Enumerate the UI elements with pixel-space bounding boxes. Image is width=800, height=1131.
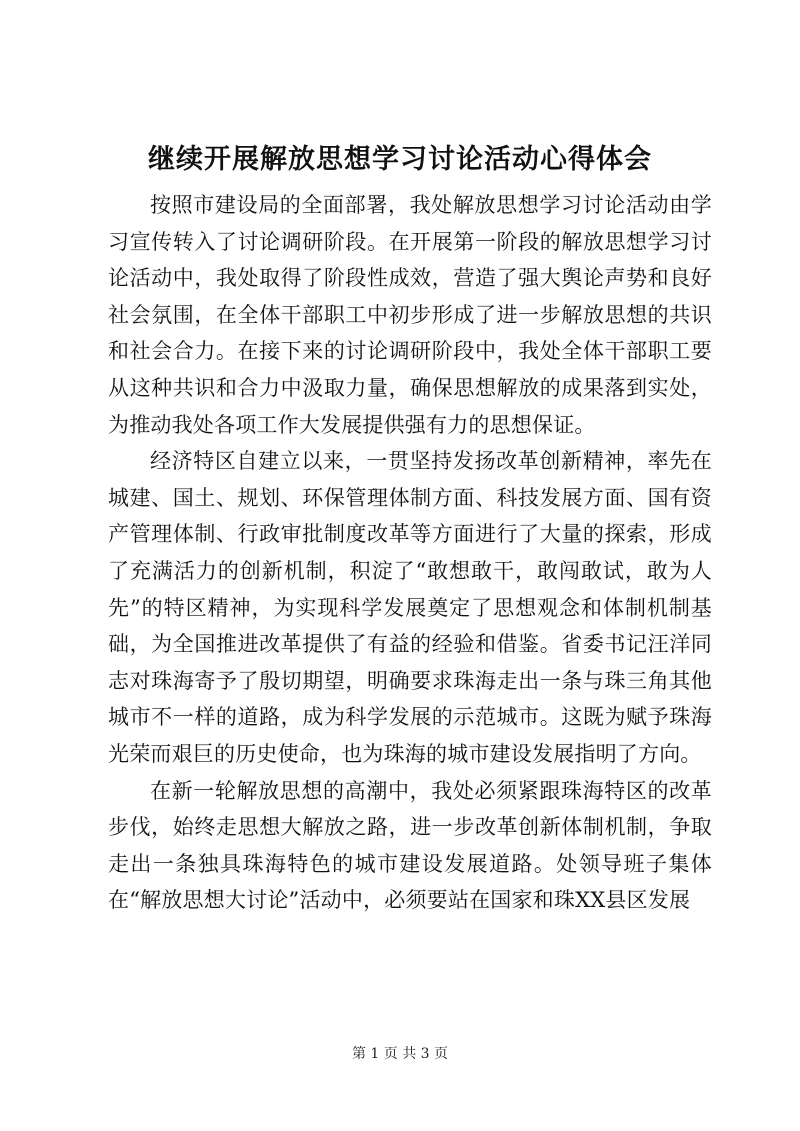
paragraph-1: 按照市建设局的全面部署，我处解放思想学习讨论活动由学习宣传转入了讨论调研阶段。在开展第一阶段的解放思想学习讨论活动中，我处取得了阶段性成效，营造了强大舆论声势和良好社会氛围，在全体干部职工中初步形成了进一步解放思想的共识和社会合力。在接下来的讨论调研阶段中，我处全体干部职工要从这种共识和合力中汲取力量，确保思想解放的成果落到实处，为推动我处各项工作大发展提供强有力的思想保证。 bbox=[108, 193, 712, 437]
page-number-footer: 第 1 页 共 3 页 bbox=[351, 1046, 449, 1062]
paragraph-3: 在新一轮解放思想的高潮中，我处必须紧跟珠海特区的改革步伐，始终走思想大解放之路，进一步改革创新体制机制，争取走出一条独具珠海特色的城市建设发展道路。处领导班子集体在“解放思想大讨论”活动中，必须要站在国家和珠XX县区发展 bbox=[108, 778, 712, 913]
document-title: 继续开展解放思想学习讨论活动心得体会 bbox=[148, 144, 652, 175]
paragraph-2: 经济特区自建立以来，一贯坚持发扬改革创新精神，率先在城建、国土、规划、环保管理体制方面、科技发展方面、国有资产管理体制、行政审批制度改革等方面进行了大量的探索，形成了充满活力的创新机制，积淀了“敢想敢干，敢闯敢试，敢为人先”的特区精神，为实现科学发展奠定了思想观念和体制机制基础，为全国推进改革提供了有益的经验和借鉴。省委书记汪洋同志对珠海寄予了殷切期望，明确要求珠海走出一条与珠三角其他城市不一样的道路，成为科学发展的示范城市。这既为赋予珠海光荣而艰巨的历史使命，也为珠海的城市建设发展指明了方向。 bbox=[108, 449, 712, 766]
document-body bbox=[108, 187, 712, 919]
